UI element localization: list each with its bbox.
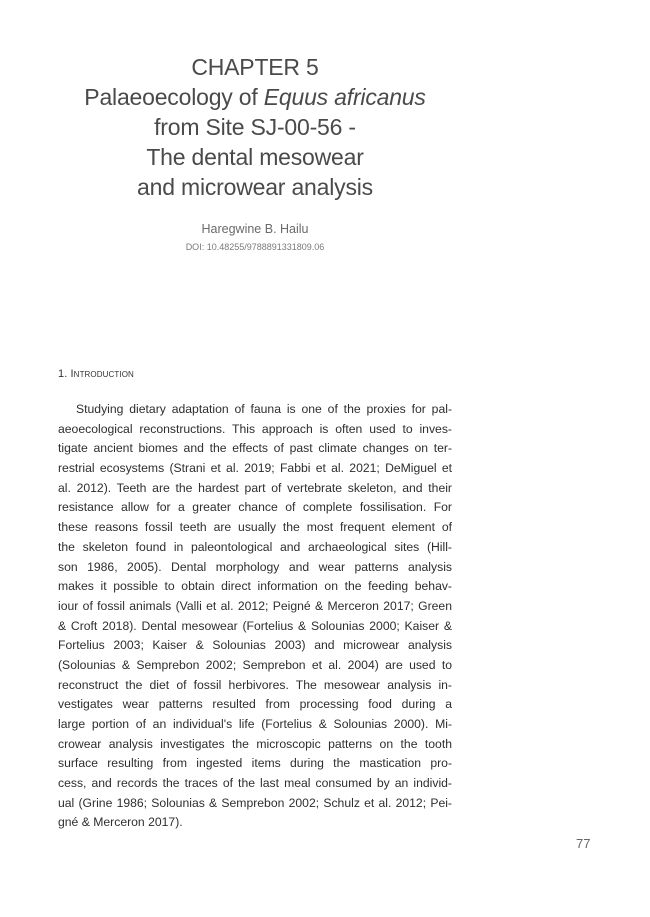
body-line: crowear analysis investigates the microscopic patterns on the tooth [58, 736, 452, 751]
body-line: gné & Merceron 2017). [58, 815, 183, 830]
body-line: Fortelius 2003; Kaiser & Solounias 2003) and microwear analysis [58, 638, 452, 653]
chapter-title-line-4: and microwear analysis [137, 174, 373, 200]
section-heading [58, 368, 134, 380]
body-line: these reasons fossil teeth are usually the most frequent element of [58, 520, 452, 535]
chapter-title-block [40, 52, 470, 202]
body-line: (Solounias & Semprebon 2002; Semprebon et al. 2004) are used to [58, 657, 452, 672]
body-line: reconstruct the diet of fossil herbivores. The mesowear analysis in- [58, 677, 452, 692]
author-name: Haregwine B. Hailu [201, 222, 309, 236]
body-line: large portion of an individual's life (Fortelius & Solounias 2000). Mi- [58, 717, 452, 731]
body-paragraph [58, 400, 452, 833]
chapter-title-line-3: The dental mesowear [146, 144, 364, 170]
body-line: resistance allow for a greater chance of complete fossilisation. For [58, 500, 452, 515]
chapter-title-line-1 [40, 82, 470, 112]
body-line: al. 2012). Teeth are the hardest part of vertebrate skeleton, and their [58, 480, 452, 495]
body-line: restrial ecosystems (Strani et al. 2019; Fabbi et al. 2021; DeMiguel et [58, 461, 452, 476]
chapter-label: CHAPTER 5 [191, 54, 319, 80]
body-line: tigate ancient biomes and the effects of past climate changes on ter- [58, 441, 452, 456]
section-title: Introduction [70, 368, 134, 380]
body-line: aeoecological reconstructions. This approach is often used to inves- [58, 421, 452, 436]
body-line: ual (Grine 1986; Solounias & Semprebon 2002; Schulz et al. 2012; Pei- [58, 795, 452, 810]
body-line: makes it possible to obtain direct information on the feeding behav- [58, 579, 452, 594]
body-line: iour of fossil animals (Valli et al. 2012; Peigné & Merceron 2017; Green [58, 598, 452, 613]
body-line: the skeleton found in paleontological and archaeological sites (Hill- [58, 539, 452, 554]
page-number: 77 [576, 836, 591, 851]
chapter-title-line-1-prefix: Palaeoecology of [84, 84, 264, 110]
body-line: cess, and records the traces of the last meal consumed by an individ- [58, 776, 452, 791]
chapter-title-line-2: from Site SJ-00-56 - [154, 114, 356, 140]
body-line: & Croft 2018). Dental mesowear (Fortelius & Solounias 2000; Kaiser & [58, 618, 452, 633]
body-line: Studying dietary adaptation of fauna is one of the proxies for pal- [76, 402, 452, 416]
body-line: son 1986, 2005). Dental morphology and wear patterns analysis [58, 559, 452, 574]
body-line: surface resulting from ingested items during the mastication pro- [58, 756, 452, 771]
species-name: Equus africanus [263, 84, 426, 110]
body-line: vestigates wear patterns resulted from processing food during a [58, 697, 452, 712]
doi: DOI: 10.48255/9788891331809.06 [185, 242, 325, 252]
section-number: 1. [58, 368, 68, 380]
